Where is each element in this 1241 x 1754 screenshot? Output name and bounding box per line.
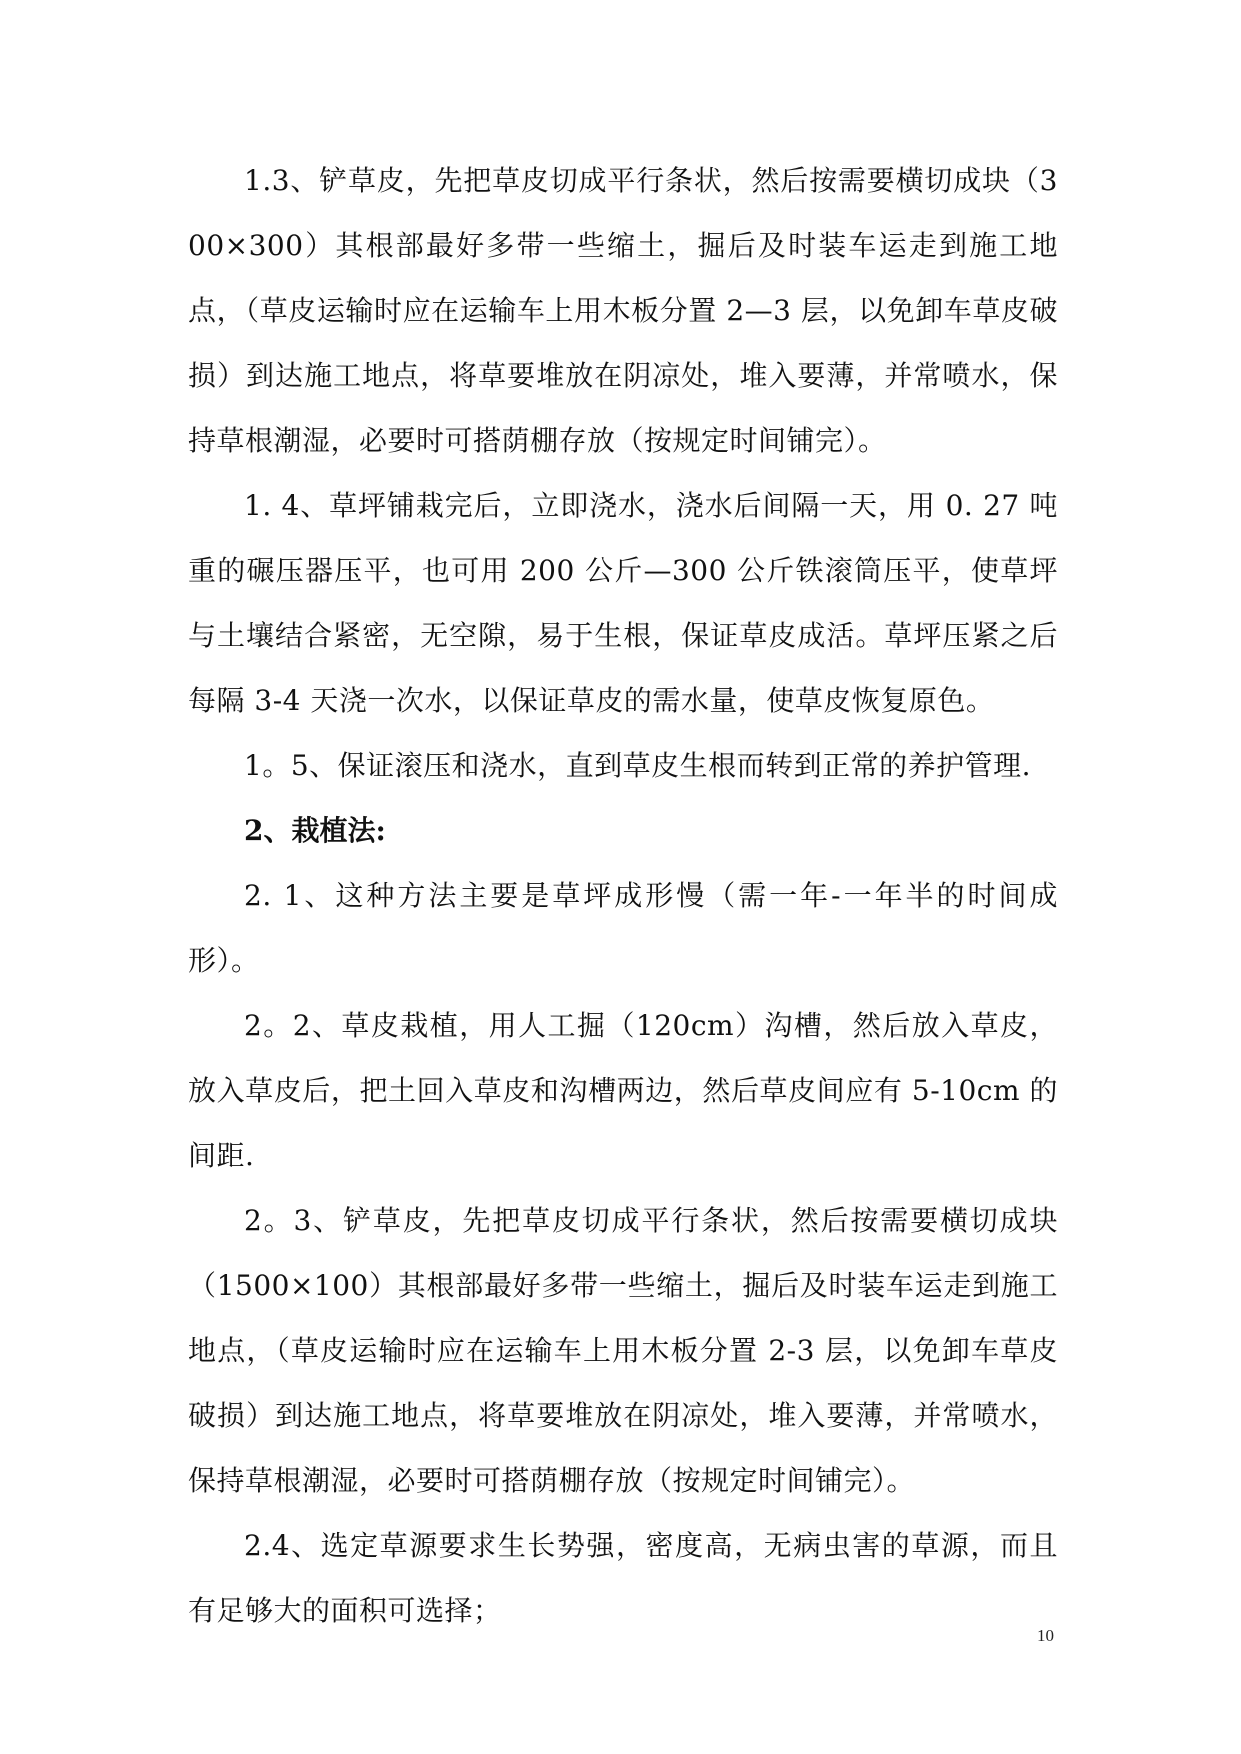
paragraph-2-2: 2。2、草皮栽植，用人工掘（120cm）沟槽，然后放入草皮，放入草皮后，把土回入草皮和沟槽两边，然后草皮间应有 5-10cm 的间距. bbox=[188, 1009, 1058, 1172]
paragraph-2-4: 2.4、选定草源要求生长势强，密度高，无病虫害的草源，而且有足够大的面积可选择； bbox=[188, 1529, 1058, 1627]
paragraph-2-3: 2。3、铲草皮，先把草皮切成平行条状，然后按需要横切成块（1500×100）其根部最好多带一些缩土，掘后及时装车运走到施工地点，（草皮运输时应在运输车上用木板分置 2-3 层，以免卸车草皮破损）到达施工地点，将草要堆放在阴凉处，堆入要薄，并常喷水，保持草根潮湿，必要时可搭荫棚存放（按规定时间铺完）。 bbox=[188, 1204, 1058, 1497]
paragraph-1-5: 1。5、保证滚压和浇水，直到草皮生根而转到正常的养护管理. bbox=[244, 749, 1032, 782]
paragraph-1-3: 1.3、铲草皮，先把草皮切成平行条状，然后按需要横切成块（300×300）其根部最好多带一些缩土，掘后及时装车运走到施工地点，（草皮运输时应在运输车上用木板分置 2—3 层，以免卸车草皮破损）到达施工地点，将草要堆放在阴凉处，堆入要薄，并常喷水，保持草根潮湿，必要时可搭荫棚存放（按规定时间铺完）。 bbox=[188, 164, 1058, 457]
paragraph-2-1: 2. 1、这种方法主要是草坪成形慢（需一年-一年半的时间成形）。 bbox=[188, 879, 1058, 977]
section-heading-2: 2、栽植法: bbox=[244, 814, 386, 847]
paragraph-1-4: 1. 4、草坪铺栽完后，立即浇水，浇水后间隔一天，用 0. 27 吨重的碾压器压平，也可用 200 公斤—300 公斤铁滚筒压平，使草坪与土壤结合紧密，无空隙，易于生根，保证草皮成活。草坪压紧之后每隔 3-4 天浇一次水，以保证草皮的需水量，使草皮恢复原色。 bbox=[188, 489, 1058, 717]
document-body bbox=[188, 148, 1058, 1643]
page-number: 10 bbox=[1037, 1626, 1054, 1645]
